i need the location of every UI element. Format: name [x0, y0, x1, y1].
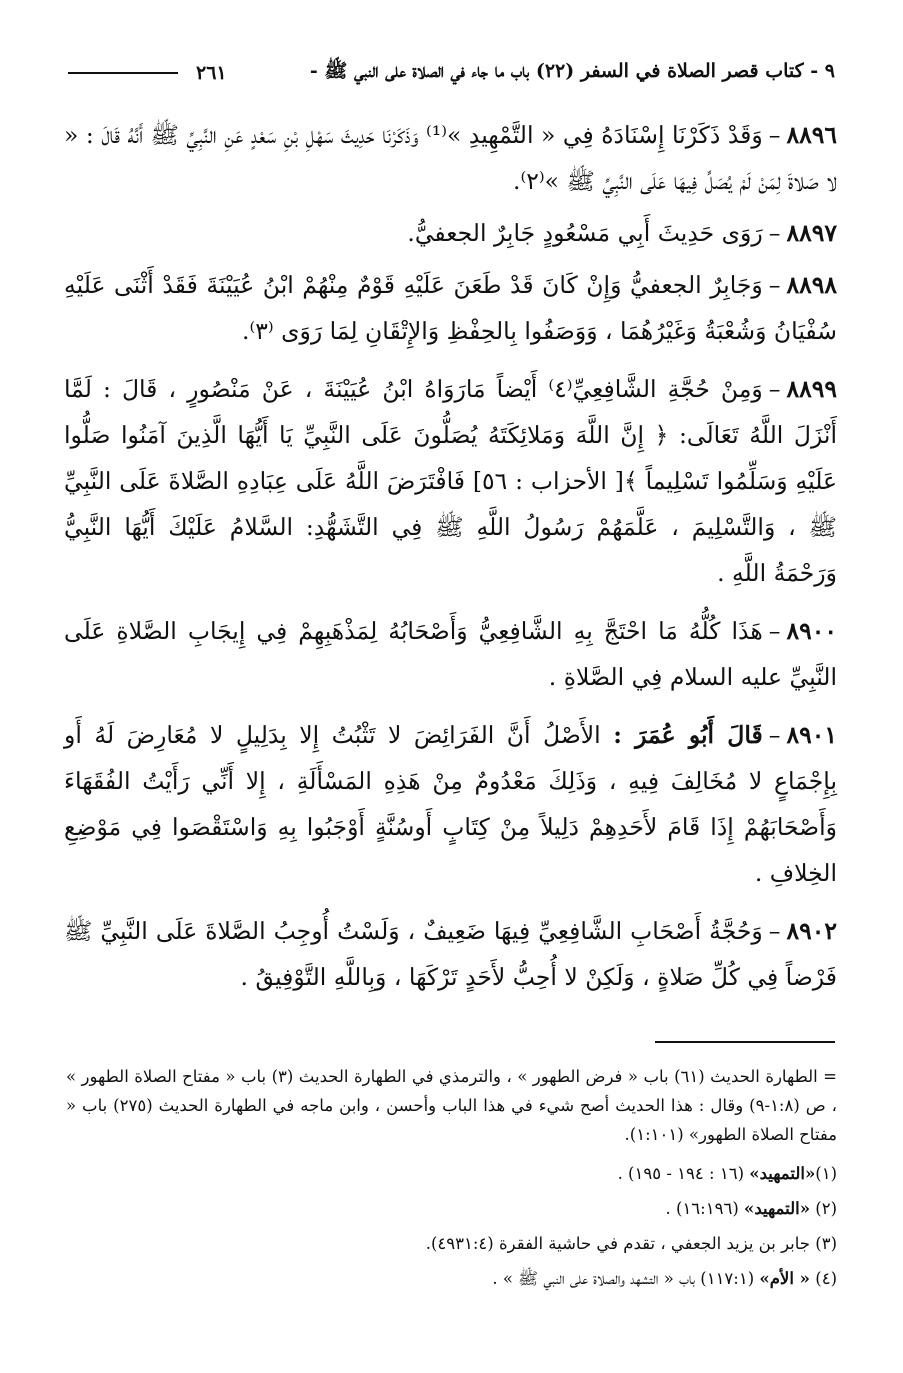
paragraph-number: ٨٨٩٧	[786, 219, 837, 247]
footnote-marker: (٤)	[815, 1269, 837, 1288]
header-rule	[68, 72, 178, 74]
footnotes	[66, 1062, 837, 1299]
paragraph-8899: ٨٨٩٩–وَمِنْ حُجَّةِ الشَّافِعِيِّ⁽٤⁾ أَيْضاً مَارَوَاهُ ابْنُ عُيَيْنَةَ ، عَنْ مَنْصُورٍ ، قَالَ : لَمَّا أَنْزَلَ اللَّهُ تَعَالَى: ﴿ إِنَّ اللَّهَ وَمَلائِكَتَهُ يُصَلُّونَ عَلَى النَّبِيِّ يَا أَيُّهَا الَّذِينَ آمَنُوا صَلُّوا عَلَيْهِ وَسَلِّمُوا تَسْلِيماً ﴾[ الأحزاب : ٥٦] فَافْتَرَضَ اللَّهُ عَلَى عِبَادِهِ الصَّلاةَ عَلَى النَّبِيِّ ﷺ ، وَالتَّسْلِيمَ ، عَلَّمَهُمْ رَسُولُ اللَّهِ ﷺ فِي التَّشَهُّدِ: السَّلامُ عَلَيْكَ أَيُّهَا النَّبِيُّ وَرَحْمَةُ اللَّهِ .	[64, 375, 838, 587]
footnote-rule	[655, 1041, 835, 1043]
paragraph-text: رَوَى حَدِيثَ أَبِي مَسْعُودٍ جَابِرٌ الجعفيُّ.	[407, 219, 763, 247]
footnote-text: (١١٧:١) باب « التشهد والصلاة على النبي ﷺ » .	[492, 1269, 755, 1288]
paragraph-number: ٨٨٩٩	[786, 375, 838, 403]
running-header	[68, 56, 835, 90]
paragraph-number: ٨٩٠٠	[786, 617, 837, 645]
footnote-marker: (٣)	[815, 1234, 837, 1253]
paragraph-8901: ٨٩٠١–قَالَ أَبُو عُمَرَ : الأَصْلُ أَنَّ الفَرَائِضَ لا تَثْبُتُ إِلا بِدَلِيلٍ لا مُعَارِضَ لَهُ أَو بِإِجْمَاعٍ لا مُخَالِفَ فِيهِ ، وَذَلِكَ مَعْدُومٌ مِنْ هَذِهِ المَسْأَلَةِ ، إِلا أَنِّي رَأَيْتُ الفُقَهَاءَ وَأَصْحَابَهُمْ إِذَا قَامَ لأَحَدِهِمْ دَلِيلاً مِنْ كِتَابٍ أَوسُنَّةٍ أَوْجَبُوا بِهِ وَاسْتَقْصَوا فِي مَوْضِعِ الخِلافِ .	[64, 721, 837, 887]
page-number: ٢٦١	[196, 62, 227, 84]
footnote-text: جابر بن يزيد الجعفي ، تقدم في حاشية الفقرة (٤٩٣١:٤).	[425, 1234, 810, 1253]
footnote-marker: (١)	[815, 1164, 837, 1183]
footnote-continuation: = الطهارة الحديث (٦١) باب « فرض الطهور » ، والترمذي في الطهارة الحديث (٣) باب « مفتاح الصلاة الطهور » ، ص (١:٨-٩) وقال : هذا الحديث أصح شيء في هذا الباب وأحسن ، وابن ماجه في الطهارة الحديث (٢٧٥) باب « مفتاح الصلاة الطهور» (١:١٠١).	[66, 1067, 837, 1144]
paragraph-text: هَذَا كُلُّهُ مَا احْتَجَّ بِهِ الشَّافِعِيُّ وَأَصْحَابُهُ لِمَذْهَبِهِمْ فِي إِيجَابِ الصَّلاةِ عَلَى النَّبِيِّ عليه السلام فِي الصَّلاةِ .	[64, 617, 837, 691]
footnote-marker: (٢)	[815, 1199, 837, 1218]
footnote-3	[66, 1229, 837, 1258]
footnote-text: (١٦ : ١٩٤ - ١٩٥) .	[617, 1164, 744, 1183]
paragraph-number: ٨٨٩٨	[786, 271, 837, 299]
paragraph-8896: ٨٨٩٦–وَقَدْ ذَكَرْنَا إِسْنَادَهُ فِي « التَّمْهِيدِ »⁽¹⁾ وَذَكَرْنَا حَدِيثَ سَهْلِ بْنِ سَعْدٍ عَنِ النَّبِيِّ ﷺ أَنَّهُ قَالَ : « لا صَلاةَ لِمَنْ لَمْ يُصَلِّ فِيهَا عَلَى النَّبِيِّ ﷺ »⁽٢⁾.	[64, 121, 837, 195]
paragraph-text: وَقَدْ ذَكَرْنَا إِسْنَادَهُ فِي « التَّمْهِيدِ »⁽¹⁾ وَذَكَرْنَا حَدِيثَ سَهْلِ بْنِ سَعْدٍ عَنِ النَّبِيِّ ﷺ أَنَّهُ قَالَ : « لا صَلاةَ لِمَنْ لَمْ يُصَلِّ فِيهَا عَلَى النَّبِيِّ ﷺ »⁽٢⁾.	[64, 121, 837, 195]
paragraph-number: ٨٩٠١	[786, 721, 837, 749]
footnote-text: (١٦:١٩٦) .	[665, 1199, 739, 1218]
paragraph-number: ٨٨٩٦	[786, 121, 837, 149]
footnote-1	[66, 1159, 837, 1188]
footnote-4	[66, 1264, 837, 1293]
paragraph-8902: ٨٩٠٢–وَحُجَّةُ أَصْحَابِ الشَّافِعِيِّ فِيهَا ضَعِيفٌ ، وَلَسْتُ أُوجِبُ الصَّلاةَ عَلَى النَّبِيِّ ﷺ فَرْضاً فِي كُلِّ صَلاةٍ ، وَلَكِنْ لا أُحِبُّ لأَحَدٍ تَرْكَهَا ، وَبِاللَّهِ التَّوْفِيقُ .	[64, 917, 837, 991]
footnote-2	[66, 1194, 837, 1223]
main-text	[64, 112, 837, 1012]
footnote-source: « الأم»	[759, 1269, 810, 1288]
speaker-label: قَالَ أَبُو عُمَرَ :	[613, 721, 763, 749]
footnote-source: «التمهيد»	[749, 1164, 816, 1183]
paragraph-text: وَحُجَّةُ أَصْحَابِ الشَّافِعِيِّ فِيهَا ضَعِيفٌ ، وَلَسْتُ أُوجِبُ الصَّلاةَ عَلَى النَّبِيِّ ﷺ فَرْضاً فِي كُلِّ صَلاةٍ ، وَلَكِنْ لا أُحِبُّ لأَحَدٍ تَرْكَهَا ، وَبِاللَّهِ التَّوْفِيقُ .	[64, 917, 837, 991]
paragraph-text: وَجَابِرٌ الجعفيُّ وَإِنْ كَانَ قَدْ طَعَنَ عَلَيْهِ قَوْمٌ مِنْهُمْ ابْنُ عُيَيْنَةَ فَقَدْ أَثْنَى عَلَيْهِ سُفْيَانُ وَشُعْبَةُ وَغَيْرُهُمَا ، وَوَصَفُوا بِالحِفْظِ وَالإِتْقَانِ لِمَا رَوَى ⁽٣⁾.	[64, 271, 837, 345]
paragraph-8900: ٨٩٠٠–هَذَا كُلُّهُ مَا احْتَجَّ بِهِ الشَّافِعِيُّ وَأَصْحَابُهُ لِمَذْهَبِهِمْ فِي إِيجَابِ الصَّلاةِ عَلَى النَّبِيِّ عليه السلام فِي الصَّلاةِ .	[64, 617, 837, 691]
paragraph-text: الأَصْلُ أَنَّ الفَرَائِضَ لا تَثْبُتُ إِلا بِدَلِيلٍ لا مُعَارِضَ لَهُ أَو بِإِجْمَاعٍ لا مُخَالِفَ فِيهِ ، وَذَلِكَ مَعْدُومٌ مِنْ هَذِهِ المَسْأَلَةِ ، إِلا أَنِّي رَأَيْتُ الفُقَهَاءَ وَأَصْحَابَهُمْ إِذَا قَامَ لأَحَدِهِمْ دَلِيلاً مِنْ كِتَابٍ أَوسُنَّةٍ أَوْجَبُوا بِهِ وَاسْتَقْصَوا فِي مَوْضِعِ الخِلافِ .	[64, 721, 837, 887]
paragraph-8898: ٨٨٩٨–وَجَابِرٌ الجعفيُّ وَإِنْ كَانَ قَدْ طَعَنَ عَلَيْهِ قَوْمٌ مِنْهُمْ ابْنُ عُيَيْنَةَ فَقَدْ أَثْنَى عَلَيْهِ سُفْيَانُ وَشُعْبَةُ وَغَيْرُهُمَا ، وَوَصَفُوا بِالحِفْظِ وَالإِتْقَانِ لِمَا رَوَى ⁽٣⁾.	[64, 271, 837, 345]
paragraph-text: وَمِنْ حُجَّةِ الشَّافِعِيِّ⁽٤⁾ أَيْضاً مَارَوَاهُ ابْنُ عُيَيْنَةَ ، عَنْ مَنْصُورٍ ، قَالَ : لَمَّا أَنْزَلَ اللَّهُ تَعَالَى: ﴿ إِنَّ اللَّهَ وَمَلائِكَتَهُ يُصَلُّونَ عَلَى النَّبِيِّ يَا أَيُّهَا الَّذِينَ آمَنُوا صَلُّوا عَلَيْهِ وَسَلِّمُوا تَسْلِيماً ﴾[ الأحزاب : ٥٦] فَافْتَرَضَ اللَّهُ عَلَى عِبَادِهِ الصَّلاةَ عَلَى النَّبِيِّ ﷺ ، وَالتَّسْلِيمَ ، عَلَّمَهُمْ رَسُولُ اللَّهِ ﷺ فِي التَّشَهُّدِ: السَّلامُ عَلَيْكَ أَيُّهَا النَّبِيُّ وَرَحْمَةُ اللَّهِ .	[64, 375, 837, 587]
paragraph-8897: ٨٨٩٧–رَوَى حَدِيثَ أَبِي مَسْعُودٍ جَابِرٌ الجعفيُّ.	[407, 219, 837, 247]
header-title: ٩ - كتاب قصر الصلاة في السفر (٢٢) باب ما جاء في الصلاة على النبي ﷺ -	[309, 60, 835, 82]
footnote-source: «التمهيد»	[744, 1199, 810, 1218]
paragraph-number: ٨٩٠٢	[786, 917, 837, 945]
